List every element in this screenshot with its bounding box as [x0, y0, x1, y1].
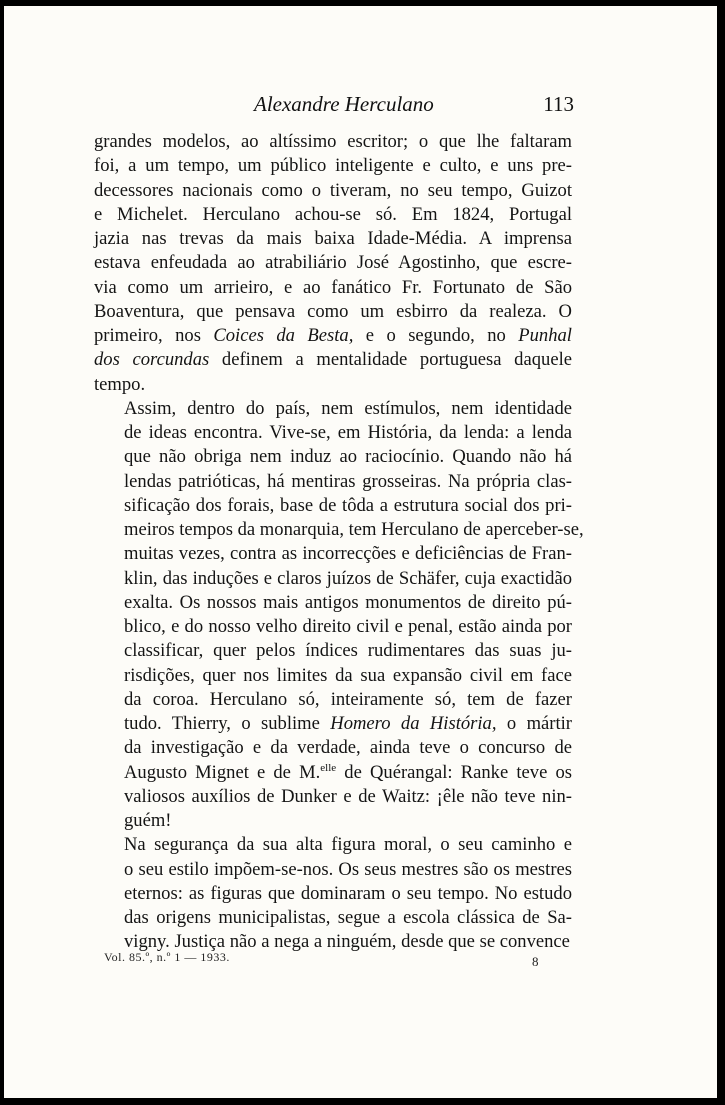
text-run: da investigação e da verdade, ainda teve o concurso de: [124, 737, 572, 759]
text-line: [94, 882, 572, 906]
running-head: [94, 92, 574, 122]
text-line: [94, 470, 572, 494]
text-line: [94, 688, 572, 712]
text-run: exalta. Os nossos mais antigos monumentos de direito pú-: [124, 591, 572, 613]
page-number: 113: [543, 92, 574, 116]
paragraph: [94, 833, 572, 954]
text-run: valiosos auxílios de Dunker e de Waitz: ¡êle não teve nin-: [124, 785, 572, 807]
superscript: elle: [320, 761, 337, 774]
text-run: eternos: as figuras que dominaram o seu tempo. No estudo: [124, 882, 572, 904]
text-run: estava enfeudada ao atrabiliário José Agostinho, que escre-: [94, 252, 572, 274]
text-run: o seu estilo impõem-se-nos. Os seus mestres são os mestres: [124, 858, 572, 880]
text-line: [94, 445, 572, 469]
text-line: [94, 397, 572, 421]
text-line: [94, 664, 572, 688]
text-run: vigny. Justiça não a nega a ninguém, desde que se convence: [124, 931, 570, 953]
text-run: risdições, quer nos limites da sua expansão civil em face: [124, 664, 572, 686]
italic-title: Punhal: [518, 325, 572, 346]
book-page: [4, 6, 717, 1098]
text-line: [94, 736, 572, 760]
paragraph: [94, 130, 572, 397]
text-run: definem a mentalidade portuguesa daquele: [209, 349, 572, 371]
text-run: Assim, dentro do país, nem estímulos, nem identidade: [124, 397, 572, 419]
text-run: grandes modelos, ao altíssimo escritor; o que lhe faltaram: [94, 131, 572, 152]
text-line: [94, 130, 572, 154]
text-run: Boaventura, que pensava como um esbirro da realeza. O: [94, 300, 572, 322]
footer-sheet-mark: 8: [532, 954, 539, 969]
paragraph: [94, 397, 584, 834]
text-run: e Michelet. Herculano achou-se só. Em 1824, Portugal: [94, 203, 572, 225]
text-run: tempo.: [94, 373, 146, 395]
text-line: [94, 833, 572, 857]
text-line: [94, 858, 572, 882]
italic-title: Coices da Besta,: [213, 325, 354, 346]
text-run: primeiro, nos: [94, 325, 214, 346]
text-line: [94, 906, 572, 930]
text-run: Augusto Mignet e de M.: [124, 761, 321, 783]
text-run: tudo. Thierry, o sublime: [124, 713, 331, 734]
text-run: lendas patrióticas, há mentiras grosseiras. Na própria clas-: [124, 470, 572, 492]
text-run: de ideas encontra. Vive-se, em História, da lenda: a lenda: [124, 422, 572, 443]
text-line: [94, 421, 572, 445]
italic-title: Homero da História,: [330, 713, 497, 734]
running-head-title: Alexandre Herculano: [254, 92, 434, 116]
text-line: [94, 300, 572, 324]
text-line: [94, 203, 572, 227]
text-line: [94, 494, 572, 518]
text-run: o mártir: [496, 713, 573, 734]
text-run: da coroa. Herculano só, inteiramente só, tem de fazer: [124, 688, 572, 710]
text-line: [94, 712, 572, 736]
text-line: [94, 251, 572, 275]
text-run: que não obriga nem induz ao raciocínio. Quando não há: [124, 446, 572, 468]
text-run: decessores nacionais como o tiveram, no seu tempo, Guizot: [94, 179, 572, 201]
text-run: classificar, quer pelos índices rudimentares das suas ju-: [124, 640, 572, 662]
text-line: [94, 227, 572, 251]
text-line: [94, 154, 572, 178]
text-line: [94, 179, 572, 203]
footer-signature: Vol. 85.º, n.º 1 — 1933.: [104, 950, 230, 964]
text-run: blico, e do nosso velho direito civil e penal, estão ainda por: [124, 616, 572, 637]
body-text: [94, 130, 584, 955]
text-run: das origens municipalistas, segue a escola clássica de Sa-: [124, 907, 572, 928]
text-line: [94, 785, 572, 809]
text-run: jazia nas trevas da mais baixa Idade-Média. A imprensa: [94, 228, 572, 249]
text-run: e o segundo, no: [353, 325, 519, 346]
italic-title: dos corcundas: [94, 349, 210, 371]
text-line: [94, 615, 572, 639]
text-line: [94, 567, 572, 591]
text-line: [94, 761, 572, 785]
text-run: klin, das induções e claros juízos de Schäfer, cuja exactidão: [124, 567, 572, 589]
text-run: foi, a um tempo, um público inteligente e culto, e uns pre-: [94, 155, 572, 177]
text-run: Na segurança da sua alta figura moral, o seu caminho e: [124, 834, 572, 856]
text-line: [94, 639, 572, 663]
text-run: sificação dos forais, base de tôda a estrutura social dos pri-: [124, 494, 572, 516]
text-line: [94, 373, 572, 397]
text-line: [94, 591, 572, 615]
text-run: meiros tempos da monarquia, tem Herculano de aperceber-se,: [124, 519, 584, 540]
text-line: [94, 324, 572, 348]
text-line: [94, 542, 572, 566]
text-run: muitas vezes, contra as incorrecções e deficiências de Fran-: [124, 543, 572, 565]
text-line: [94, 276, 572, 300]
text-run: via como um arrieiro, e ao fanático Fr. Fortunato de São: [94, 276, 572, 298]
text-run: guém!: [124, 810, 172, 831]
text-line: [94, 809, 572, 833]
text-line: [94, 518, 584, 542]
text-line: [94, 348, 572, 372]
text-run: de Quérangal: Ranke teve os: [336, 761, 572, 783]
